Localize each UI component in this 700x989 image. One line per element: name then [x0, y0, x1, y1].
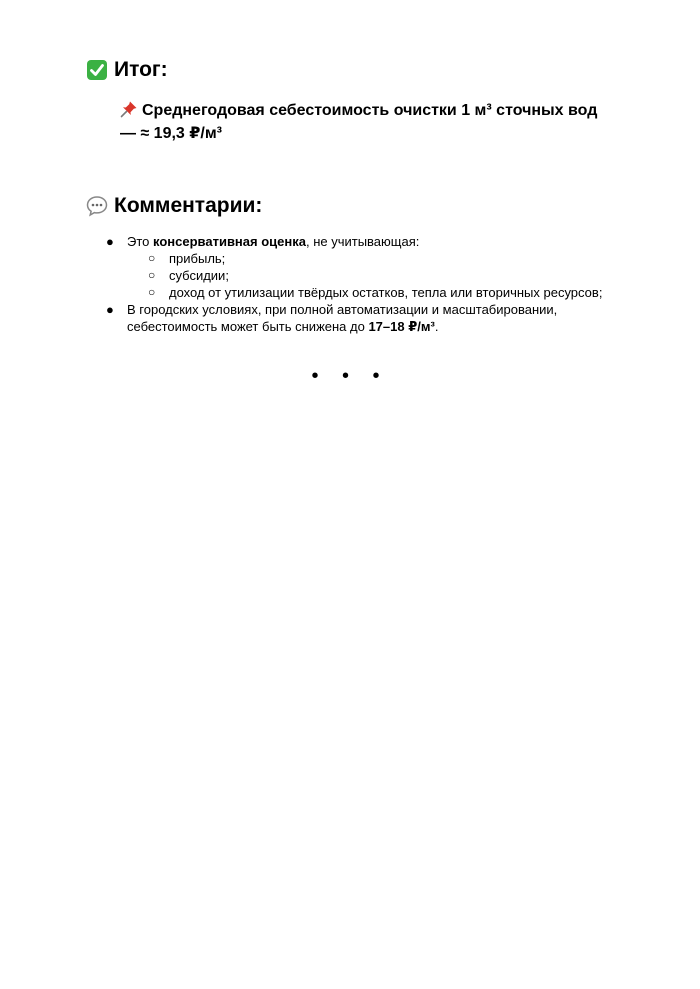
summary-line-1: Среднегодовая себестоимость очистки 1 м³ сточных вод — [142, 102, 598, 119]
comments-heading-text: Комментарии: — [114, 194, 263, 217]
summary-line-2: — ≈ 19,3 ₽/м³ — [120, 125, 222, 142]
comment-1-text-end: , не учитывающая: — [305, 234, 420, 249]
comments-heading — [86, 194, 262, 218]
summary-heading-text: Итог: — [114, 58, 168, 81]
check-mark-icon — [86, 59, 108, 81]
list-item — [0, 233, 607, 301]
comments-list — [0, 233, 700, 335]
list-item — [127, 267, 607, 284]
list-item — [127, 284, 607, 301]
sub-item-text: доход от утилизации твёрдых остатков, тепла или вторичных ресурсов; — [169, 285, 603, 300]
comment-1-sublist — [127, 250, 607, 301]
pushpin-icon — [120, 100, 138, 118]
list-item — [0, 301, 607, 335]
comment-1-bold: консервативная оценка — [153, 234, 306, 249]
sub-bullet-icon: ○ — [148, 268, 156, 282]
list-item — [127, 250, 607, 267]
sub-item-text: субсидии; — [169, 268, 229, 283]
comment-2-text-end: . — [434, 319, 439, 334]
comment-2-text-start: В городских условиях, при полной автоматизации и масштабировании, себестоимость может быть снижена до — [127, 302, 558, 334]
sub-bullet-icon: ○ — [148, 251, 156, 265]
bullet-icon: ● — [106, 234, 114, 249]
section-separator: • • • — [311, 365, 389, 387]
summary-statement — [120, 99, 600, 145]
comment-2-bold: 17–18 ₽/м³ — [368, 319, 435, 334]
sub-bullet-icon: ○ — [148, 285, 156, 299]
speech-bubble-icon — [86, 195, 108, 217]
bullet-icon: ● — [106, 302, 114, 317]
sub-item-text: прибыль; — [169, 251, 226, 266]
comment-1-text-start: Это — [127, 234, 153, 249]
summary-heading — [86, 58, 168, 82]
